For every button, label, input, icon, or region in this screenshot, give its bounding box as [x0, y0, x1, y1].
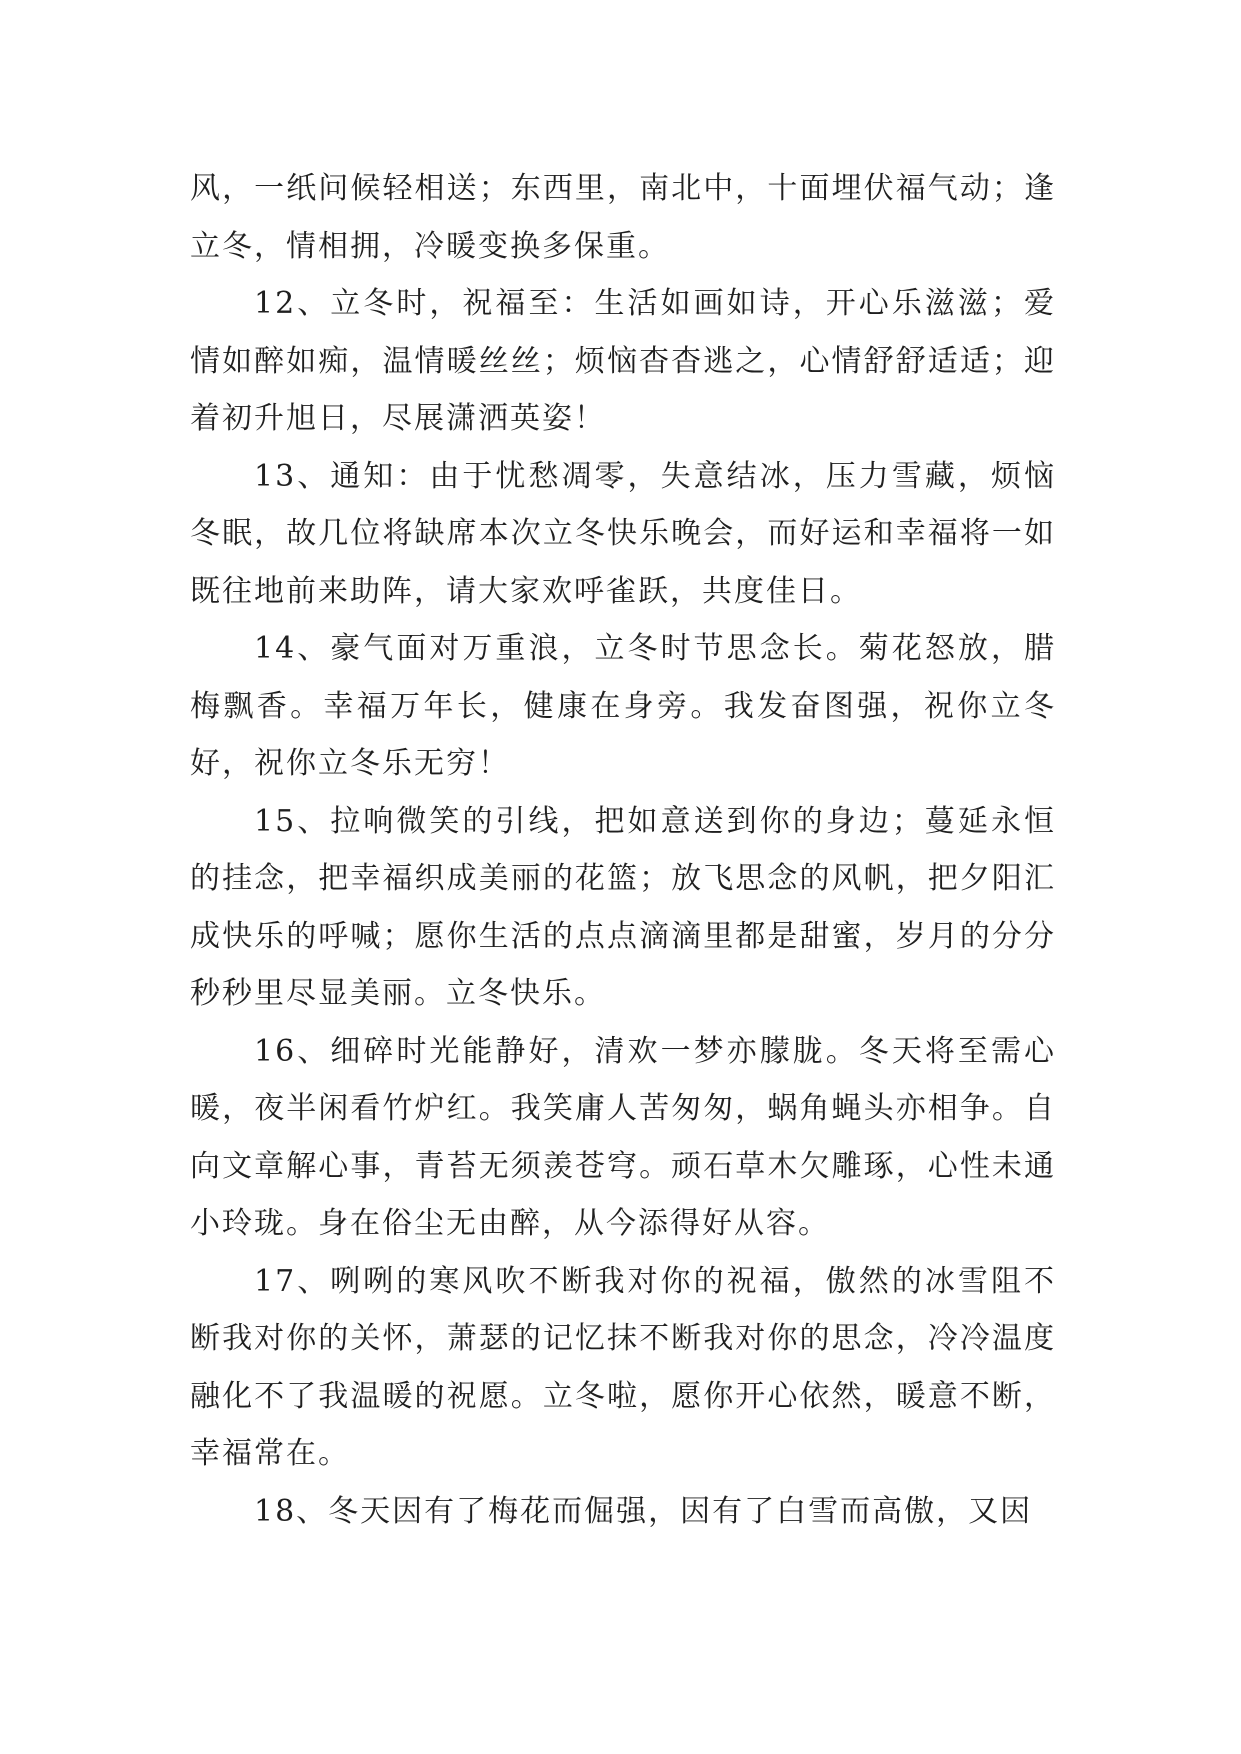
paragraph-item-14: 14、豪气面对万重浪，立冬时节思念长。菊花怒放，腊梅飘香。幸福万年长，健康在身旁。我发奋图强，祝你立冬好，祝你立冬乐无穷！ [190, 631, 1056, 781]
paragraph-item-16: 16、细碎时光能静好，清欢一梦亦朦胧。冬天将至需心暖，夜半闲看竹炉红。我笑庸人苦匆匆，蜗角蝇头亦相争。自向文章解心事，青苔无须羡苍穹。顽石草木欠雕琢，心性未通小玲珑。身在俗尘无由醉，从今添得好从容。 [190, 1033, 1056, 1241]
paragraph-continuation: 风，一纸问候轻相送；东西里，南北中，十面埋伏福气动；逢立冬，情相拥，冷暖变换多保重。 [190, 171, 1056, 264]
document-body [190, 160, 1056, 1540]
paragraph-item-17: 17、咧咧的寒风吹不断我对你的祝福，傲然的冰雪阻不断我对你的关怀，萧瑟的记忆抹不断我对你的思念，冷冷温度融化不了我温暖的祝愿。立冬啦，愿你开心依然，暖意不断，幸福常在。 [190, 1263, 1056, 1471]
paragraph-item-15: 15、拉响微笑的引线，把如意送到你的身边；蔓延永恒的挂念，把幸福织成美丽的花篮；放飞思念的风帆，把夕阳汇成快乐的呼喊；愿你生活的点点滴滴里都是甜蜜，岁月的分分秒秒里尽显美丽。立冬快乐。 [190, 803, 1056, 1011]
paragraph-item-12: 12、立冬时，祝福至：生活如画如诗，开心乐滋滋；爱情如醉如痴，温情暖丝丝；烦恼杳杳逃之，心情舒舒适适；迎着初升旭日，尽展潇洒英姿！ [190, 286, 1056, 436]
paragraph-item-13: 13、通知：由于忧愁凋零，失意结冰，压力雪藏，烦恼冬眠，故几位将缺席本次立冬快乐晚会，而好运和幸福将一如既往地前来助阵，请大家欢呼雀跃，共度佳日。 [190, 458, 1056, 609]
paragraph-item-18: 18、冬天因有了梅花而倔强，因有了白雪而高傲，又因 [254, 1493, 1033, 1529]
